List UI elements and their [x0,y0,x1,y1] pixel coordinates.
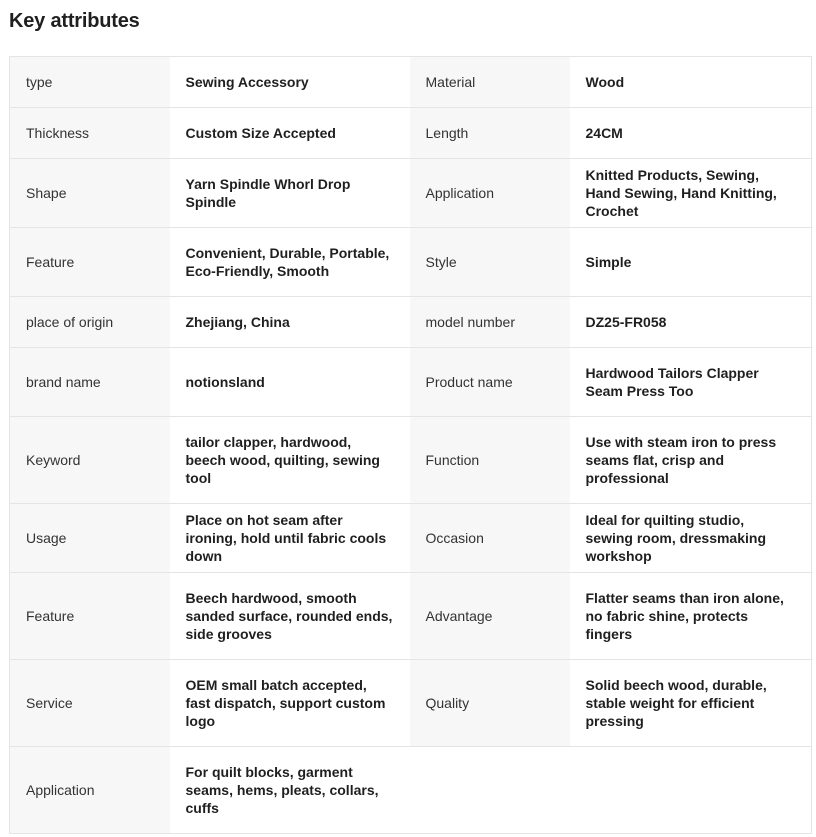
attribute-value: OEM small batch accepted, fast dispatch, support custom logo [170,660,410,747]
attribute-key: Material [410,57,570,108]
attribute-value: DZ25-FR058 [570,297,812,348]
attribute-row [10,57,812,108]
attribute-value: Zhejiang, China [170,297,410,348]
attribute-key: Function [410,417,570,504]
attribute-value: Knitted Products, Sewing, Hand Sewing, Hand Knitting, Crochet [570,159,812,228]
attribute-key: Thickness [10,108,170,159]
attribute-value: Hardwood Tailors Clapper Seam Press Too [570,348,812,417]
attribute-key: model number [410,297,570,348]
attribute-row [10,159,812,228]
attribute-value: For quilt blocks, garment seams, hems, pleats, collars, cuffs [170,747,410,834]
attribute-value: Beech hardwood, smooth sanded surface, rounded ends, side grooves [170,573,410,660]
attribute-row [10,660,812,747]
empty-cell [410,747,570,834]
attributes-table [9,56,812,834]
attribute-value: Solid beech wood, durable, stable weight for efficient pressing [570,660,812,747]
attribute-key: place of origin [10,297,170,348]
attribute-value: Use with steam iron to press seams flat, crisp and professional [570,417,812,504]
attribute-key: Advantage [410,573,570,660]
attribute-row [10,108,812,159]
attribute-row [10,297,812,348]
attribute-value: Yarn Spindle Whorl Drop Spindle [170,159,410,228]
attribute-value: Sewing Accessory [170,57,410,108]
attribute-value: Flatter seams than iron alone, no fabric shine, protects fingers [570,573,812,660]
attribute-key: Usage [10,504,170,573]
attribute-key: Shape [10,159,170,228]
attribute-key: Quality [410,660,570,747]
attribute-value: Simple [570,228,812,297]
attribute-value: 24CM [570,108,812,159]
attribute-value: Place on hot seam after ironing, hold until fabric cools down [170,504,410,573]
attribute-value: notionsland [170,348,410,417]
attribute-key: Product name [410,348,570,417]
attribute-key: Feature [10,573,170,660]
attribute-key: Occasion [410,504,570,573]
attribute-row [10,573,812,660]
attribute-row [10,747,812,834]
attribute-key: brand name [10,348,170,417]
attribute-value: Convenient, Durable, Portable, Eco-Friendly, Smooth [170,228,410,297]
attribute-key: Feature [10,228,170,297]
attribute-key: Application [410,159,570,228]
attribute-value: Custom Size Accepted [170,108,410,159]
attribute-row [10,228,812,297]
attribute-row [10,417,812,504]
attribute-value: tailor clapper, hardwood, beech wood, quilting, sewing tool [170,417,410,504]
attribute-key: Style [410,228,570,297]
attribute-row [10,348,812,417]
attribute-key: type [10,57,170,108]
attribute-key: Keyword [10,417,170,504]
attribute-row [10,504,812,573]
attribute-key: Application [10,747,170,834]
empty-cell [570,747,812,834]
section-title: Key attributes [9,10,140,32]
attribute-value: Wood [570,57,812,108]
attribute-key: Service [10,660,170,747]
attribute-value: Ideal for quilting studio, sewing room, dressmaking workshop [570,504,812,573]
attribute-key: Length [410,108,570,159]
